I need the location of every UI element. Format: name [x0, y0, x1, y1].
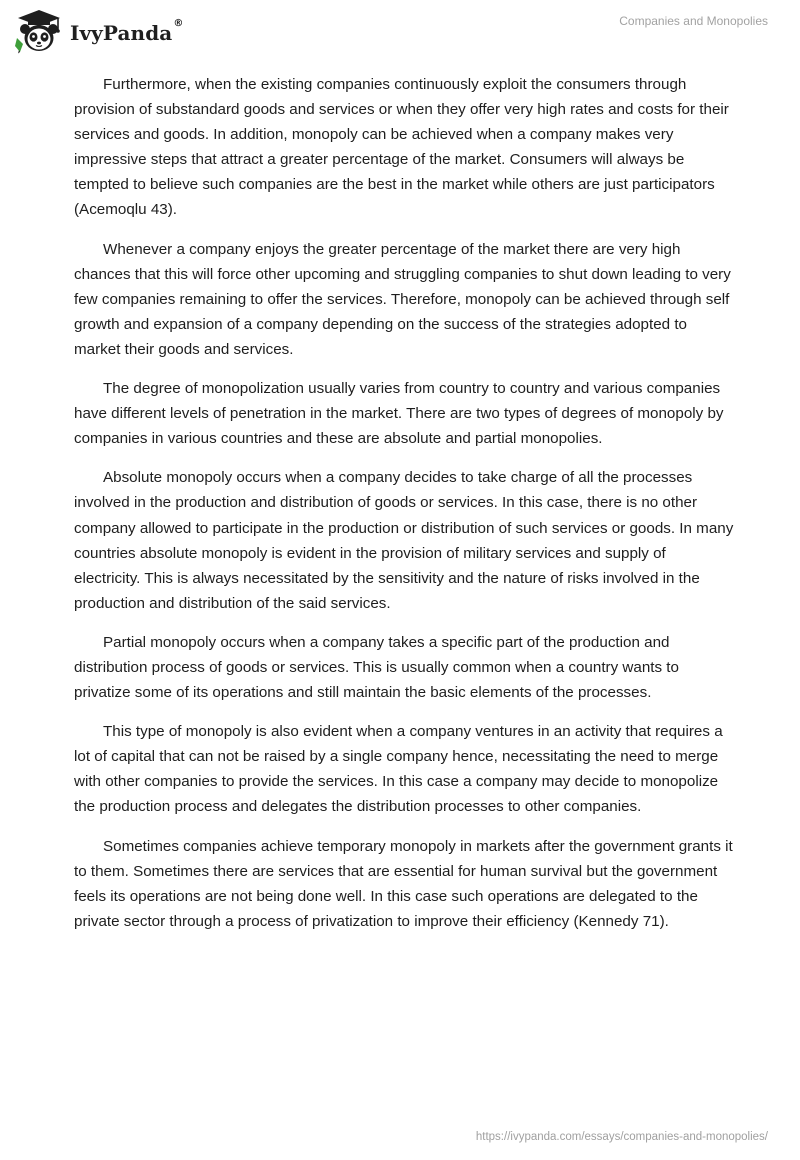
paragraph-6: This type of monopoly is also evident when a company ventures in an activity that requires a lot of capital that can not be raised by a single company hence, necessitating the need to merge with other companies to provide the services. In this case a company may decide to monopolize the production process and delegates the distribution processes to other companies. [74, 723, 723, 816]
brand-name-text: IvyPanda [70, 21, 173, 45]
brand-name [70, 18, 184, 45]
source-url[interactable]: https://ivypanda.com/essays/companies-and-monopolies/ [475, 1131, 768, 1143]
paragraph-2: Whenever a company enjoys the greater percentage of the market there are very high chances that this will force other upcoming and struggling companies to shut down leading to very few companies remaining to offer the services. Therefore, monopoly can be achieved through self growth and expansion of a company depending on the success of the strategies adopted to market their goods and services. [74, 240, 731, 358]
paragraph-1: Furthermore, when the existing companies continuously exploit the consumers through provision of substandard goods and services or when they offer very high rates and costs for their services and goods. In addition, monopoly can be achieved when a company makes very impressive steps that attract a greater percentage of the market. Consumers will always be tempted to believe such companies are the best in the market while others are just participators (Acemoqlu 43). [74, 76, 729, 219]
essay-body [74, 72, 734, 948]
paragraph-7: Sometimes companies achieve temporary monopoly in markets after the government grants it to them. Sometimes there are services that are essential for human survival but the government feels its operations are not being done well. In this case such operations are delegated to the private sector through a process of privatization to improve their efficiency (Kennedy 71). [74, 837, 733, 930]
registered-mark: ® [173, 18, 184, 29]
panda-graduate-icon [14, 8, 64, 54]
paragraph-3: The degree of monopolization usually varies from country to country and various companies have different levels of penetration in the market. There are two types of degrees of monopoly by companies in various countries and these are absolute and partial monopolies. [74, 380, 724, 448]
document-title: Companies and Monopolies [619, 14, 768, 28]
paragraph-4: Absolute monopoly occurs when a company decides to take charge of all the processes involved in the production and distribution of goods or services. In this case, there is no other company allowed to participate in the production or distribution of such services or goods. In many countries absolute monopoly is evident in the provision of military services and supply of electricity. This is always necessitated by the sensitivity and the nature of risks involved in the production and distribution of the said services. [74, 469, 734, 612]
brand-logo[interactable] [14, 8, 183, 54]
page-header [0, 0, 800, 60]
paragraph-5: Partial monopoly occurs when a company takes a specific part of the production and distribution process of goods or services. This is usually common when a country wants to privatize some of its operations and still maintain the basic elements of the processes. [74, 633, 679, 702]
